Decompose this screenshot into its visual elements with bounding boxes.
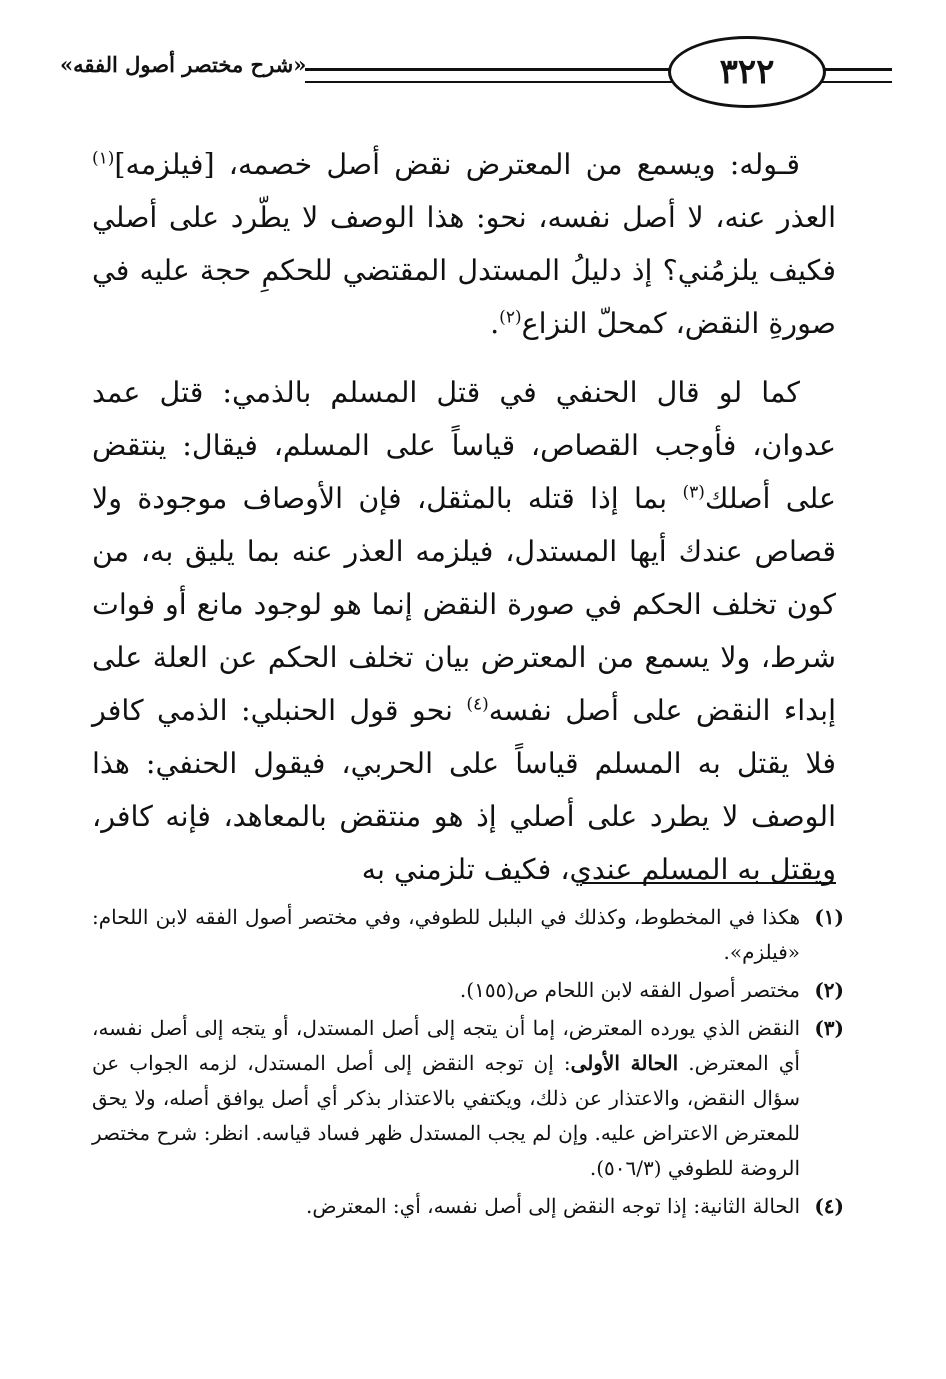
footnote-4 bbox=[92, 1189, 844, 1224]
footnote-3 bbox=[92, 1011, 844, 1186]
footnote-separator bbox=[582, 882, 836, 884]
paragraph-2-part-c: نحو قول الحنبلي: الذمي كافر فلا يقتل به المسلم قياساً على الحربي، فيقول الحنفي: هذا الوصف لا يطرد على أصلي إذ هو منتقض بالمعاهد، فإنه كافر، ويقتل به المسلم عندي، فكيف تلزمني به bbox=[92, 694, 836, 886]
footnote-text-part-b: : إن توجه النقض إلى أصل المستدل، لزمه الجواب عن سؤال النقض، والاعتذار عن ذلك، ويكتفي بالاعتذار بذكر أي أصل يوافق أصله، ولا يحق للمعترض الاعتراض عليه. وإن لم يجب المستدل ظهر فساد قياسه. انظر: شرح مختصر الروضة للطوفي (٥٠٦/٣). bbox=[92, 1051, 800, 1180]
paragraph-2 bbox=[92, 366, 836, 896]
footnote-text: مختصر أصول الفقه لابن اللحام ص(١٥٥). bbox=[459, 978, 800, 1002]
paragraph-1 bbox=[92, 138, 836, 350]
footnote-bold-term: الحالة الأولى bbox=[570, 1051, 679, 1075]
footnote-number: (١) bbox=[814, 905, 844, 929]
paragraph-1-part-c: . bbox=[490, 307, 500, 340]
footnotes bbox=[92, 900, 844, 1227]
running-title: «شرح مختصر أصول الفقه» bbox=[60, 52, 307, 77]
header-rule-left bbox=[305, 68, 725, 83]
footnote-1 bbox=[92, 900, 844, 970]
footnote-number: (٤) bbox=[814, 1194, 844, 1218]
footnote-ref-2[interactable]: (٢) bbox=[499, 307, 522, 328]
paragraph-2-part-a: كما لو قال الحنفي في قتل المسلم بالذمي: قتل عمد عدوان، فأوجب القصاص، قياساً على المسلم، فيقال: ينتقض على أصلك bbox=[92, 376, 837, 515]
footnote-number: (٣) bbox=[814, 1016, 844, 1040]
footnote-text: هكذا في المخطوط، وكذلك في البلبل للطوفي، وفي مختصر أصول الفقه لابن اللحام: «فيلزم». bbox=[92, 905, 800, 964]
footnote-2 bbox=[92, 973, 844, 1008]
footnote-text-part-a: النقض الذي يورده المعترض، إما أن يتجه إلى أصل المستدل، أو يتجه إلى أصل نفسه، أي المعترض. bbox=[92, 1016, 800, 1075]
footnote-ref-1[interactable]: (١) bbox=[92, 148, 115, 169]
footnote-number: (٢) bbox=[814, 978, 844, 1002]
paragraph-1-part-a: قـوله: ويسمع من المعترض نقض أصل خصمه، [فيلزمه] bbox=[114, 148, 800, 181]
page-number: ٣٢٢ bbox=[719, 52, 775, 92]
footnote-ref-4[interactable]: (٤) bbox=[466, 694, 489, 715]
paragraph-1-part-b: العذر عنه، لا أصل نفسه، نحو: هذا الوصف لا يطّرد على أصلي فكيف يلزمُني؟ إذ دليلُ المستدل المقتضي للحكمِ حجة عليه في صورةِ النقض، كمحلّ النزاع bbox=[92, 201, 836, 340]
paragraph-2-part-b: بما إذا قتله بالمثقل، فإن الأوصاف موجودة ولا قصاص عندك أيها المستدل، فيلزمه العذر عنه بما يليق به، من كون تخلف الحكم في صورة النقض إنما هو لوجود مانع أو فوات شرط، ولا يسمع من المعترض بيان تخلف الحكم عن العلة على إبداء النقض على أصل نفسه bbox=[92, 482, 836, 727]
page-number-oval bbox=[668, 36, 826, 108]
footnote-text: الحالة الثانية: إذا توجه النقض إلى أصل نفسه، أي: المعترض. bbox=[306, 1194, 800, 1218]
footnote-ref-3[interactable]: (٣) bbox=[682, 482, 705, 503]
main-text bbox=[92, 138, 836, 896]
page-header bbox=[60, 30, 900, 120]
